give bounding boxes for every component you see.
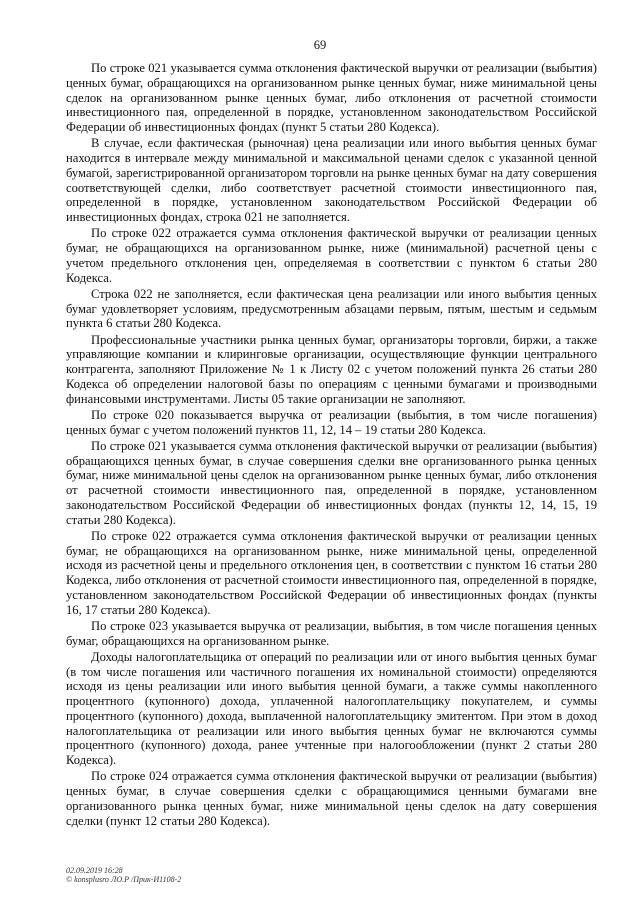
paragraph: По строке 024 отражается сумма отклонения фактической выручки от реализации (выбытия) ценных бумаг, в случае совершения сделки с обращающимися ценными бумагами вне организованного рынка ценных бумаг, ниже минимальной цены сделок на дату совершения сделки (пункт 12 статьи 280 Кодекса). [66, 769, 597, 828]
paragraph: По строке 022 отражается сумма отклонения фактической выручки от реализации ценных бумаг, не обращающихся на организованном рынке, ниже (минимальной) расчетной цены с учетом предельного отклонения цен, определяемая в соответствии с пунктом 6 статьи 280 Кодекса. [66, 226, 597, 285]
document-body [66, 61, 597, 830]
paragraph: Доходы налогоплательщика от операций по реализации или от иного выбытия ценных бумаг (в том числе погашения или частичного погашения их номинальной стоимости) определяются исходя из цены реализации или иного выбытия ценной бумаги, а также суммы накопленного процентного (купонного) дохода, уплаченной налогоплательщику покупателем, и суммы процентного (купонного) дохода, выплаченной налогоплательщику эмитентом. При этом в доход налогоплательщика от реализации или иного выбытия ценных бумаг не включаются суммы процентного (купонного) дохода, ранее учтенные при налогообложении (пункт 2 статьи 280 Кодекса). [66, 649, 597, 767]
paragraph: По строке 021 указывается сумма отклонения фактической выручки от реализации (выбытия) обращающихся ценных бумаг, в случае совершения сделки вне организованного рынка ценных бумаг, ниже минимальной цены сделок на организованном рынке ценных бумаг, либо отклонения от расчетной стоимости инвестиционного пая, определенной в порядке, установленном законодательством Российской Федерации об инвестиционных фондах (пункты 12, 14, 15, 19 статьи 280 Кодекса). [66, 438, 597, 527]
footer-doc-ref: © konsplusro ЛО.Р /Прик-И1108-2 [66, 875, 182, 884]
page-footer [66, 866, 181, 884]
paragraph: По строке 020 показывается выручка от реализации (выбытия, в том числе погашения) ценных бумаг с учетом положений пунктов 11, 12, 14 – 19 статьи 280 Кодекса. [66, 407, 597, 437]
paragraph: В случае, если фактическая (рыночная) цена реализации или иного выбытия ценных бумаг находится в интервале между минимальной и максимальной ценами сделок с указанной ценной бумагой, зарегистрированной организатором торговли на рынке ценных бумаг на дату совершения соответствующей сделки, либо соответствует расчетной стоимости инвестиционного пая, определенной в порядке, установленном законодательством Российской Федерации об инвестиционных фондах, строка 021 не заполняется. [66, 136, 597, 224]
footer-date: 02.09.2019 16:28 [66, 866, 123, 875]
paragraph: По строке 023 указывается выручка от реализации, выбытия, в том числе погашения ценных бумаг, обращающихся на организованном рынке. [66, 618, 597, 648]
paragraph: По строке 021 указывается сумма отклонения фактической выручки от реализации (выбытия) ценных бумаг, обращающихся на организованном рынке ценных бумаг, ниже минимальной цены сделок на организованном рынке ценных бумаг, либо отклонения от расчетной стоимости инвестиционного пая, определенной в порядке, установленном законодательством Российской Федерации об инвестиционных фондах (пункт 5 статьи 280 Кодекса). [66, 61, 597, 134]
paragraph: Профессиональные участники рынка ценных бумаг, организаторы торговли, биржи, а также управляющие компании и клиринговые организации, осуществляющие функции центрального контрагента, заполняют Приложение № 1 к Листу 02 с учетом положений пункта 26 статьи 280 Кодекса об определении налоговой базы по операциям с ценными бумагами и производными финансовыми инструментами. Листы 05 такие организации не заполняют. [66, 332, 597, 406]
page-number: 69 [313, 38, 327, 52]
paragraph: Строка 022 не заполняется, если фактическая цена реализации или иного выбытия ценных бумаг удовлетворяет условиям, предусмотренным абзацами первым, пятым, шестым и седьмым пункта 6 статьи 280 Кодекса. [66, 286, 597, 331]
paragraph: По строке 022 отражается сумма отклонения фактической выручки от реализации ценных бумаг, не обращающихся на организованном рынке, ниже минимальной цены, определенной исходя из расчетной цены и предельного отклонения цен, в соответствии с пунктом 16 статьи 280 Кодекса, либо отклонения от расчетной стоимости инвестиционного пая, определенной в порядке, установленном законодательством Российской Федерации об инвестиционных фондах (пункты 16, 17 статьи 280 Кодекса). [66, 528, 597, 617]
